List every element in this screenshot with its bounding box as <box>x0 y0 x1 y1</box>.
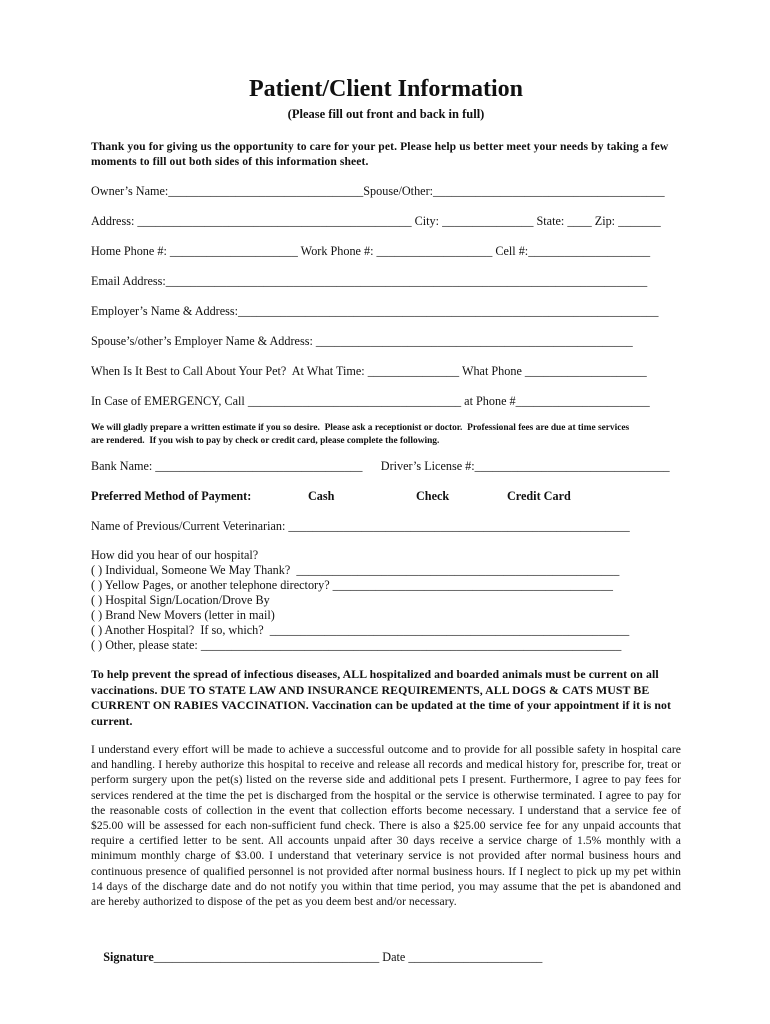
employer-field[interactable]: Employer’s Name & Address:_____________________________________________________________________ <box>91 304 659 318</box>
bank-license-field[interactable]: Bank Name: __________________________________ Driver’s License #:________________________________ <box>91 459 670 473</box>
intro-text: Thank you for giving us the opportunity to care for your pet. Please help us better meet your needs by taking a few moments to fill out both sides of this information sheet. <box>91 140 669 168</box>
email-field[interactable]: Email Address:_______________________________________________________________________________ <box>91 274 648 288</box>
referral-option-another-hospital[interactable]: ( ) Another Hospital? If so, which? ___________________________________________________________ <box>91 623 630 637</box>
estimate-line-2: are rendered. If you wish to pay by check or credit card, please complete the following. <box>91 436 440 446</box>
previous-vet-field[interactable]: Name of Previous/Current Veterinarian: ________________________________________________________ <box>91 519 630 533</box>
payment-method-row <box>91 489 681 504</box>
vaccination-warning: To help prevent the spread of infectious diseases, ALL hospitalized and boarded animals must be current on all vaccinations. DUE TO STATE LAW AND INSURANCE REQUIREMENTS, ALL DOGS & CATS MUST BE CURRENT ON RABIES VACCINATION. Vaccination can be updated at the time of your appointment if it is not current. <box>91 667 672 728</box>
emergency-field[interactable]: In Case of EMERGENCY, Call ___________________________________ at Phone #______________________ <box>91 394 650 408</box>
signature-row[interactable] <box>91 935 681 980</box>
page-title: Patient/Client Information <box>249 76 523 102</box>
referral-option-sign[interactable]: ( ) Hospital Sign/Location/Drove By <box>91 593 270 607</box>
phone-fields[interactable]: Home Phone #: _____________________ Work Phone #: ___________________ Cell #:____________________ <box>91 244 651 258</box>
referral-option-individual[interactable]: ( ) Individual, Someone We May Thank? _____________________________________________________ <box>91 563 620 577</box>
referral-option-yellow-pages[interactable]: ( ) Yellow Pages, or another telephone directory? ______________________________________________ <box>91 578 613 592</box>
page-subtitle: (Please fill out front and back in full) <box>287 107 485 121</box>
estimate-note <box>91 422 681 448</box>
referral-question: How did you hear of our hospital? <box>91 548 259 562</box>
estimate-line-1: We will gladly prepare a written estimate if you so desire. Please ask a receptionist or doctor. Professional fees are due at time services <box>91 423 630 433</box>
address-field[interactable]: Address: _____________________________________________ City: _______________ State: ____ Zip: _______ <box>91 214 661 228</box>
form-page <box>91 74 681 980</box>
signature-date-field[interactable]: _____________________________________ Date ______________________ <box>153 950 543 965</box>
owner-name-field[interactable]: Owner’s Name:________________________________Spouse/Other:______________________________________ <box>91 184 665 198</box>
referral-option-movers[interactable]: ( ) Brand New Movers (letter in mail) <box>91 608 275 622</box>
payment-option-cash[interactable]: Cash <box>308 489 335 503</box>
payment-option-credit-card[interactable]: Credit Card <box>507 489 571 503</box>
referral-section <box>91 548 681 653</box>
best-call-field[interactable]: When Is It Best to Call About Your Pet? At What Time: _______________ What Phone ____________________ <box>91 364 647 378</box>
payment-option-check[interactable]: Check <box>416 489 450 503</box>
agreement-text: I understand every effort will be made to achieve a successful outcome and to provide for all possible safety in hospital care and handling. I hereby authorize this hospital to receive and release all records and medical history for, prescribe for, treat or perform surgery upon the pet(s) listed on the reverse side and additional pets I present. Furthermore, I agree to pay fees for services rendered at the time the pet is discharged from the hospital or the service is otherwise terminated. I agree to pay for the reasonable costs of collection in the event that collection efforts become necessary. I understand that a service fee of $25.00 will be assessed for each non-sufficient fund check. There is also a $25.00 service fee for any unpaid accounts that require a certified letter to be sent. All accounts unpaid after 30 days receive a service charge of 1.5% monthly with a minimum monthly charge of $3.00. I understand that veterinary service is not provided after normal business hours and continuous presence of qualified personnel is not provided after normal business hours. If I neglect to pick up my pet within 14 days of the discharge date and do not notify you within that time period, you may assume that the pet is abandoned and are hereby authorized to dispose of the pet as you deem best and/or necessary. <box>91 743 681 909</box>
payment-method-label: Preferred Method of Payment: <box>91 489 252 503</box>
spouse-employer-field[interactable]: Spouse’s/other’s Employer Name & Address: ____________________________________________________ <box>91 334 633 348</box>
referral-option-other[interactable]: ( ) Other, please state: _____________________________________________________________________ <box>91 638 622 652</box>
signature-label: Signature <box>103 950 154 965</box>
